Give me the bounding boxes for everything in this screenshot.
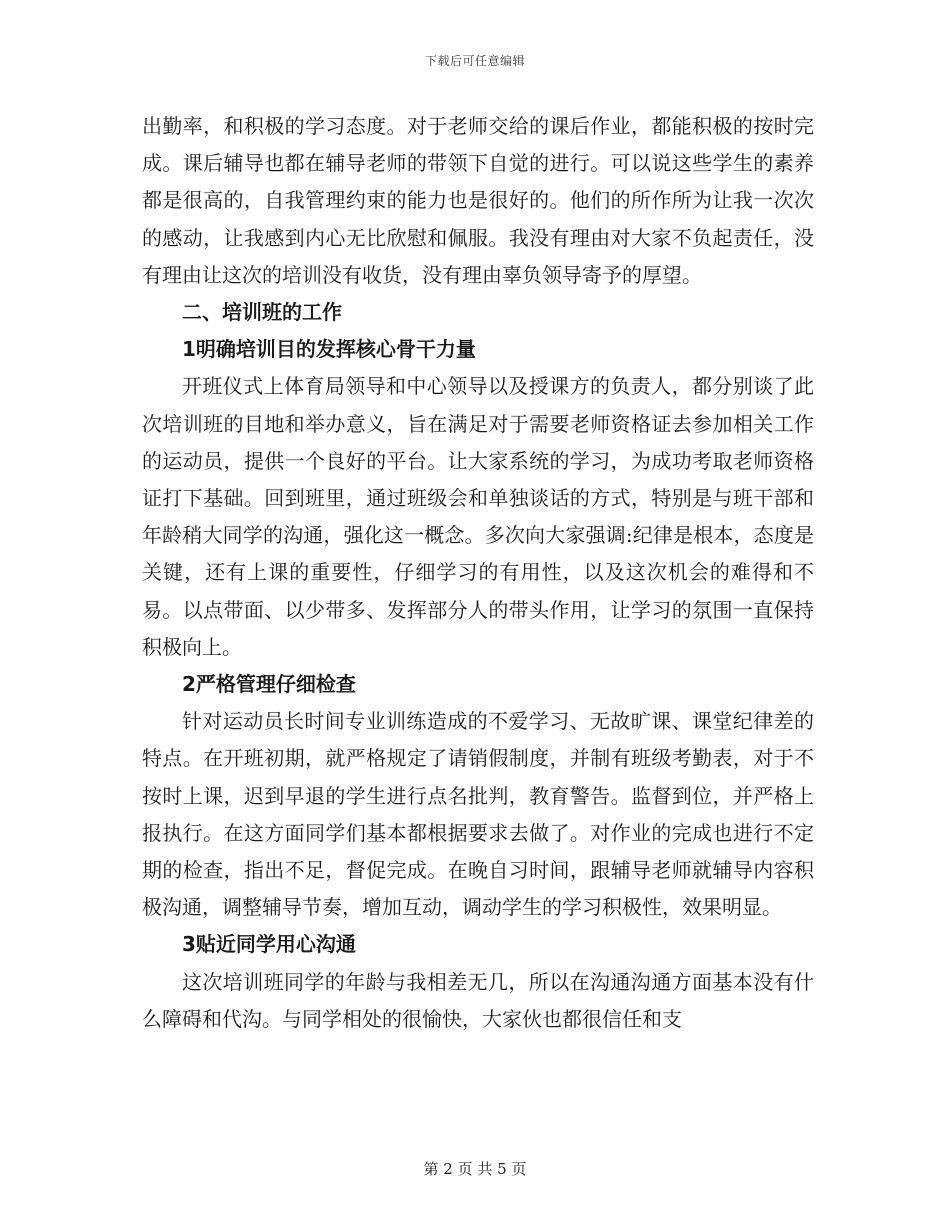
section-heading-training-work: 二、培训班的工作	[182, 300, 342, 325]
paragraph-discipline: 针对运动员长时间专业训练造成的不爱学习、无故旷课、课堂纪律差的特点。在开班初期，就严格规定了请销假制度，并制有班级考勤表，对于不按时上课，迟到早退的学生进行点名批判，教育警告。监督到位，并严格上报执行。在这方面同学们基本都根据要求去做了。对作业的完成也进行不定期的检查，指出不足，督促完成。在晚自习时间，跟辅导老师就辅导内容积极沟通，调整辅导节奏，增加互动，调动学生的学习积极性，效果明显。	[142, 709, 814, 920]
page-header: 下载后可任意编辑	[424, 54, 525, 68]
subheading-training-goal: 1明确培训目的发挥核心骨干力量	[182, 337, 476, 362]
page-number: 第 2 页 共 5 页	[423, 1160, 527, 1178]
paragraph-opening-ceremony: 开班仪式上体育局领导和中心领导以及授课方的负责人，都分别谈了此次培训班的目地和举办意义，旨在满足对于需要老师资格证去参加相关工作的运动员，提供一个良好的平台。让大家系统的学习，为成功考取老师资格证打下基础。回到班里，通过班级会和单独谈话的方式，特别是与班干部和年龄稍大同学的沟通，强化这一概念。多次向大家强调:纪律是根本，态度是关键，还有上课的重要性，仔细学习的有用性，以及这次机会的难得和不易。以点带面、以少带多、发挥部分人的带头作用，让学习的氛围一直保持积极向上。	[142, 374, 814, 659]
paragraph-attendance: 出勤率，和积极的学习态度。对于老师交给的课后作业，都能积极的按时完成。课后辅导也都在辅导老师的带领下自觉的进行。可以说这些学生的素养都是很高的，自我管理约束的能力也是很好的。他们的所作所为让我一次次的感动，让我感到内心无比欣慰和佩服。我没有理由对大家不负起责任，没有理由让这次的培训没有收货，没有理由辜负领导寄予的厚望。	[142, 114, 814, 287]
subheading-communication: 3贴近同学用心沟通	[182, 932, 356, 957]
subheading-strict-management: 2严格管理仔细检查	[182, 672, 356, 697]
paragraph-classmates: 这次培训班同学的年龄与我相差无几，所以在沟通沟通方面基本没有什么障碍和代沟。与同学相处的很愉快，大家伙也都很信任和支	[142, 969, 814, 1031]
document-body	[142, 108, 814, 1038]
